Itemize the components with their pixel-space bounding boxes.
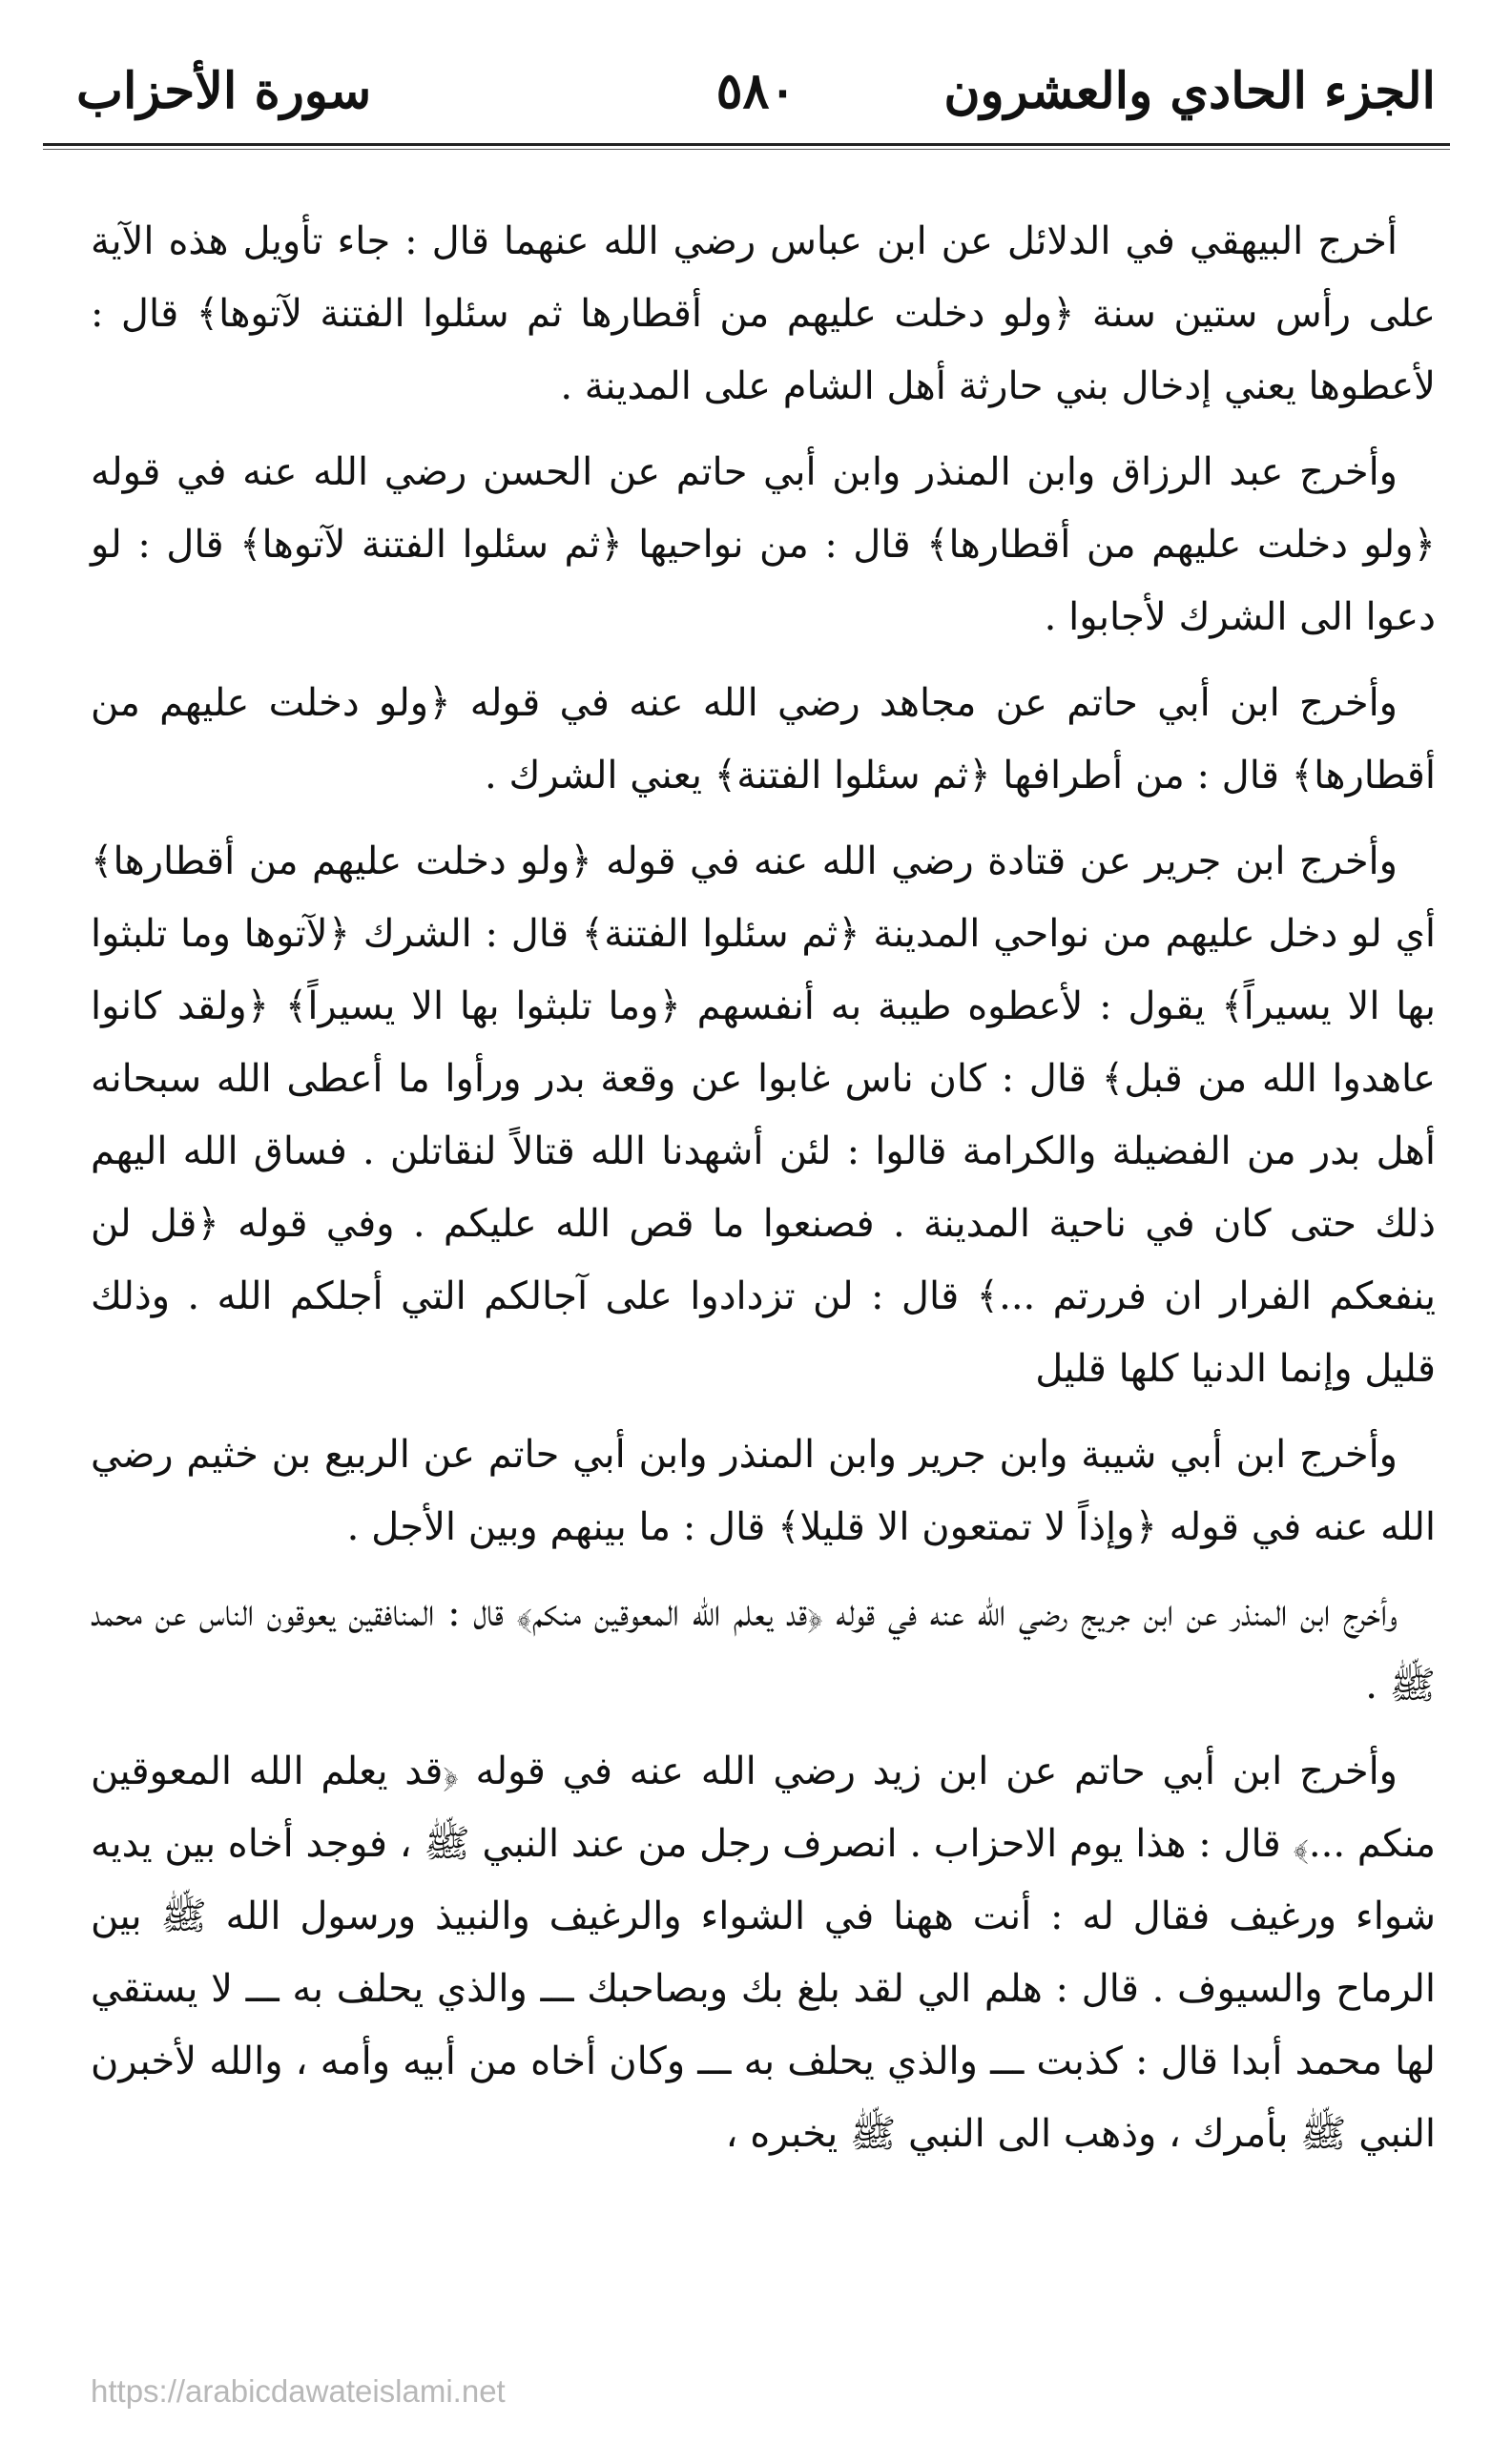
juz-title: الجزء الحادي والعشرون [943,62,1436,120]
page-number: ٥٨٠ [715,62,797,120]
paragraph-2: وأخرج عبد الرزاق وابن المنذر وابن أبي حاتم عن الحسن رضي الله عنه في قوله ﴿ولو دخلت عليهم من أقطارها﴾ قال : من نواحيها ﴿ثم سئلوا الفتنة لآتوها﴾ قال : لو دعوا الى الشرك لأجابوا . [91,450,1436,639]
body-text [91,205,1436,2184]
paragraph-6: وأخرج ابن المنذر عن ابن جريج رضي الله عنه في قوله ﴿قد يعلم الله المعوقين منكم﴾ قال : المنافقين يعوقون الناس عن محمد ﷺ . [91,1591,1436,1708]
surah-title: سورة الأحزاب [76,62,372,120]
source-watermark: https://arabicdawateislami.net [91,2373,506,2409]
header-divider [43,143,1450,146]
paragraph-7: وأخرج ابن أبي حاتم عن ابن زيد رضي الله عنه في قوله ﴿قد يعلم الله المعوقين منكم ...﴾ قال : هذا يوم الاحزاب . انصرف رجل من عند النبي ﷺ ، فوجد أخاه بين يديه شواء ورغيف فقال له : أنت ههنا في الشواء والرغيف والنبيذ ورسول الله ﷺ بين الرماح والسيوف . قال : هلم الي لقد بلغ بك وبصاحبك ـــ والذي يحلف به ـــ لا يستقي لها محمد أبدا قال : كذبت ـــ والذي يحلف به ـــ وكان أخاه من أبيه وأمه ، والله لأخبرن النبي ﷺ بأمرك ، وذهب الى النبي ﷺ يخبره ، [91,1749,1436,2156]
paragraph-5: وأخرج ابن أبي شيبة وابن جرير وابن المنذر وابن أبي حاتم عن الربيع بن خثيم رضي الله عنه في قوله ﴿وإذاً لا تمتعون الا قليلا﴾ قال : ما بينهم وبين الأجل . [91,1433,1436,1549]
header-divider-thin [43,149,1450,150]
paragraph-3: وأخرج ابن أبي حاتم عن مجاهد رضي الله عنه في قوله ﴿ولو دخلت عليهم من أقطارها﴾ قال : من أطرافها ﴿ثم سئلوا الفتنة﴾ يعني الشرك . [91,681,1436,797]
paragraph-1: أخرج البيهقي في الدلائل عن ابن عباس رضي الله عنهما قال : جاء تأويل هذه الآية على رأس ستين سنة ﴿ولو دخلت عليهم من أقطارها ثم سئلوا الفتنة لآتوها﴾ قال : لأعطوها يعني إدخال بني حارثة أهل الشام على المدينة . [91,219,1436,408]
paragraph-4: وأخرج ابن جرير عن قتادة رضي الله عنه في قوله ﴿ولو دخلت عليهم من أقطارها﴾ أي لو دخل عليهم من نواحي المدينة ﴿ثم سئلوا الفتنة﴾ قال : الشرك ﴿لآتوها وما تلبثوا بها الا يسيراً﴾ يقول : لأعطوه طيبة به أنفسهم ﴿وما تلبثوا بها الا يسيراً﴾ ﴿ولقد كانوا عاهدوا الله من قبل﴾ قال : كان ناس غابوا عن وقعة بدر ورأوا ما أعطى الله سبحانه أهل بدر من الفضيلة والكرامة قالوا : لئن أشهدنا الله قتالاً لنقاتلن . فساق الله اليهم ذلك حتى كان في ناحية المدينة . فصنعوا ما قص الله عليكم . وفي قوله ﴿قل لن ينفعكم الفرار ان فررتم ...﴾ قال : لن تزدادوا على آجالكم التي أجلكم الله . وذلك قليل وإنما الدنيا كلها قليل [91,839,1436,1391]
page-header [76,52,1436,138]
